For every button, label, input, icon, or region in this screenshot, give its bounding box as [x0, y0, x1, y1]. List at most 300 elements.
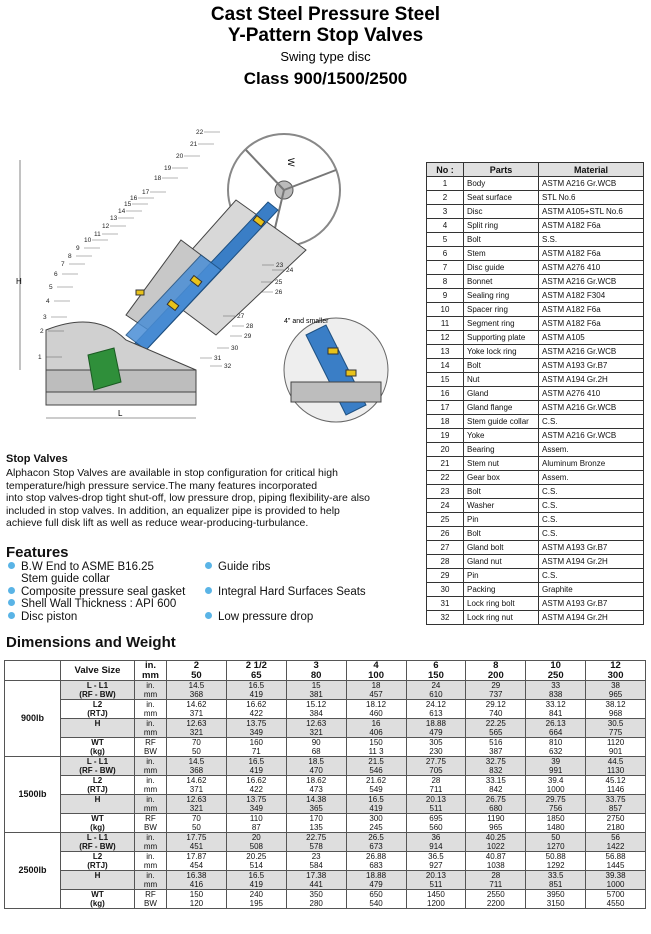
- dims-header-row: [5, 661, 646, 681]
- part-name: Gland: [464, 387, 539, 401]
- parts-row: [427, 401, 644, 415]
- dimension-value: 810 632: [526, 738, 586, 757]
- part-name: Stem guide collar: [464, 415, 539, 429]
- callout-number: 32: [224, 363, 232, 370]
- dimension-value: 26.88 683: [346, 852, 406, 871]
- dimension-value: 21.62 549: [346, 776, 406, 795]
- callout-number: 30: [231, 345, 239, 352]
- size-col: 8 200: [466, 661, 526, 681]
- callout-number: 14: [118, 208, 126, 215]
- part-name: Gland bolt: [464, 541, 539, 555]
- parts-row: [427, 177, 644, 191]
- dimension-value: 50.88 1292: [526, 852, 586, 871]
- part-material: Graphite: [539, 583, 644, 597]
- part-material: ASTM A105+STL No.6: [539, 205, 644, 219]
- parts-row: [427, 247, 644, 261]
- dimension-value: 27.75 705: [406, 757, 466, 776]
- callout-number: 20: [176, 153, 184, 160]
- dimension-parameter: L2 (RTJ): [61, 852, 135, 871]
- dimension-value: 12.63 321: [167, 719, 227, 738]
- dimension-value: 18.88 479: [406, 719, 466, 738]
- valve-size-label: Valve Size: [61, 661, 135, 681]
- dimension-value: 16.5 419: [346, 795, 406, 814]
- dims-row: [5, 795, 646, 814]
- callout-number: 3: [43, 314, 47, 321]
- size-col: 2 1/2 65: [226, 661, 286, 681]
- dimension-value: 90 68: [286, 738, 346, 757]
- part-name: Body: [464, 177, 539, 191]
- part-material: ASTM A276 410: [539, 261, 644, 275]
- callout-number: 24: [286, 267, 294, 274]
- part-name: Sealing ring: [464, 289, 539, 303]
- dimension-value: 12.63 321: [286, 719, 346, 738]
- callout-number: 6: [54, 271, 58, 278]
- title-line-2: Y-Pattern Stop Valves: [227, 25, 424, 46]
- parts-row: [427, 345, 644, 359]
- part-name: Lock ring nut: [464, 611, 539, 625]
- part-number: 20: [427, 443, 464, 457]
- dim-h-label: H: [16, 277, 22, 286]
- bullet-icon: [205, 587, 212, 594]
- dimension-value: 16.5 419: [226, 757, 286, 776]
- dimension-value: 29.75 756: [526, 795, 586, 814]
- pressure-class-label: 1500lb: [5, 757, 61, 833]
- part-number: 12: [427, 331, 464, 345]
- dimension-value: 26.13 664: [526, 719, 586, 738]
- dimension-value: 1450 1200: [406, 890, 466, 909]
- part-number: 5: [427, 233, 464, 247]
- dimension-value: 2550 2200: [466, 890, 526, 909]
- dims-row: [5, 738, 646, 757]
- part-number: 26: [427, 527, 464, 541]
- callout-number: 2: [40, 328, 44, 335]
- part-material: ASTM A276 410: [539, 387, 644, 401]
- part-name: Nut: [464, 373, 539, 387]
- dimension-parameter: WT (kg): [61, 814, 135, 833]
- title-line-1: Cast Steel Pressure Steel: [210, 4, 441, 25]
- dimension-value: 24.12 613: [406, 700, 466, 719]
- dimension-value: 14.5 368: [167, 757, 227, 776]
- part-material: ASTM A216 Gr.WCB: [539, 345, 644, 359]
- part-material: ASTM A193 Gr.B7: [539, 597, 644, 611]
- part-name: Spacer ring: [464, 303, 539, 317]
- part-material: ASTM A193 Gr.B7: [539, 541, 644, 555]
- parts-row: [427, 359, 644, 373]
- feature-item: Shell Wall Thickness : API 600: [8, 598, 176, 611]
- dimension-value: 110 87: [226, 814, 286, 833]
- parts-row: [427, 611, 644, 625]
- desc-line: temperature/high pressure service.The many features incorporated: [6, 479, 318, 492]
- part-material: ASTM A182 F6a: [539, 219, 644, 233]
- part-material: STL No.6: [539, 191, 644, 205]
- stop-valves-description: [6, 467, 391, 530]
- feature-item: Composite pressure seal gasket: [8, 586, 185, 599]
- dimension-unit: in. mm: [135, 719, 167, 738]
- part-number: 13: [427, 345, 464, 359]
- part-number: 17: [427, 401, 464, 415]
- dimension-parameter: L2 (RTJ): [61, 776, 135, 795]
- feature-item-continued: Stem guide collar: [21, 573, 110, 585]
- dimension-value: 18.5 470: [286, 757, 346, 776]
- part-number: 6: [427, 247, 464, 261]
- dims-row: [5, 890, 646, 909]
- part-name: Lock ring bolt: [464, 597, 539, 611]
- dims-row: [5, 833, 646, 852]
- dimension-value: 15 381: [286, 681, 346, 700]
- dimension-value: 1190 965: [466, 814, 526, 833]
- part-number: 25: [427, 513, 464, 527]
- dimension-value: 33 838: [526, 681, 586, 700]
- dimension-unit: in. mm: [135, 871, 167, 890]
- dimension-value: 38 965: [586, 681, 646, 700]
- dimension-value: 33.12 841: [526, 700, 586, 719]
- dimension-unit: in. mm: [135, 681, 167, 700]
- part-number: 9: [427, 289, 464, 303]
- dimension-value: 13.75 349: [226, 719, 286, 738]
- part-material: Aluminum Bronze: [539, 457, 644, 471]
- parts-row: [427, 429, 644, 443]
- parts-row: [427, 373, 644, 387]
- callout-number: 12: [102, 223, 110, 230]
- dimension-unit: in. mm: [135, 700, 167, 719]
- dimensions-heading: Dimensions and Weight: [6, 634, 176, 651]
- part-name: Bolt: [464, 233, 539, 247]
- parts-row: [427, 205, 644, 219]
- parts-row: [427, 541, 644, 555]
- dimension-value: 28 711: [406, 776, 466, 795]
- parts-row: [427, 583, 644, 597]
- part-material: ASTM A105: [539, 331, 644, 345]
- part-number: 19: [427, 429, 464, 443]
- part-material: ASTM A216 Gr.WCB: [539, 275, 644, 289]
- dimension-value: 16.62 422: [226, 776, 286, 795]
- dimension-value: 29.12 740: [466, 700, 526, 719]
- parts-row: [427, 289, 644, 303]
- dimension-value: 28 711: [466, 871, 526, 890]
- dimension-value: 300 245: [346, 814, 406, 833]
- dimension-value: 350 280: [286, 890, 346, 909]
- dimension-value: 16.38 416: [167, 871, 227, 890]
- part-number: 32: [427, 611, 464, 625]
- callout-number: 31: [214, 355, 222, 362]
- part-material: C.S.: [539, 485, 644, 499]
- dims-corner-cell: [5, 661, 61, 681]
- dim-l-label: L: [118, 409, 123, 418]
- dimension-value: 5700 4550: [586, 890, 646, 909]
- part-name: Bolt: [464, 359, 539, 373]
- part-material: ASTM A182 F6a: [539, 317, 644, 331]
- dimension-value: 39.38 1000: [586, 871, 646, 890]
- parts-row: [427, 513, 644, 527]
- dimensions-table: [4, 660, 646, 909]
- dimension-value: 2750 2180: [586, 814, 646, 833]
- dims-row: [5, 852, 646, 871]
- part-number: 21: [427, 457, 464, 471]
- callout-number: 16: [130, 195, 138, 202]
- dims-row: [5, 700, 646, 719]
- dimension-unit: in. mm: [135, 795, 167, 814]
- part-material: C.S.: [539, 499, 644, 513]
- part-material: ASTM A216 Gr.WCB: [539, 429, 644, 443]
- part-number: 4: [427, 219, 464, 233]
- parts-row: [427, 415, 644, 429]
- dimension-unit: RF BW: [135, 814, 167, 833]
- dimension-parameter: L - L1 (RF - BW): [61, 833, 135, 852]
- part-material: ASTM A182 F6a: [539, 247, 644, 261]
- part-material: Assem.: [539, 443, 644, 457]
- dimension-parameter: L - L1 (RF - BW): [61, 757, 135, 776]
- pressure-class-label: 900lb: [5, 681, 61, 757]
- callout-number: 13: [110, 215, 118, 222]
- parts-row: [427, 233, 644, 247]
- dimension-value: 17.38 441: [286, 871, 346, 890]
- bullet-icon: [205, 562, 212, 569]
- part-number: 8: [427, 275, 464, 289]
- dimension-value: 695 560: [406, 814, 466, 833]
- dimension-value: 16 406: [346, 719, 406, 738]
- dimension-value: 40.25 1022: [466, 833, 526, 852]
- dimension-value: 17.75 451: [167, 833, 227, 852]
- dimension-value: 18.88 479: [346, 871, 406, 890]
- callout-number: 7: [61, 261, 65, 268]
- parts-row: [427, 555, 644, 569]
- dimension-value: 240 195: [226, 890, 286, 909]
- part-material: ASTM A194 Gr.2H: [539, 555, 644, 569]
- part-number: 3: [427, 205, 464, 219]
- desc-line: achieve full disk lift as well as reduce wear-producing-turbulance.: [6, 517, 309, 529]
- part-number: 18: [427, 415, 464, 429]
- dims-row: [5, 871, 646, 890]
- feature-item: B.W End to ASME B16.25: [8, 561, 154, 574]
- part-material: ASTM A182 F6a: [539, 303, 644, 317]
- size-units-cell: in. mm: [135, 661, 167, 681]
- part-material: C.S.: [539, 513, 644, 527]
- part-name: Bonnet: [464, 275, 539, 289]
- parts-row: [427, 457, 644, 471]
- size-col: 2 50: [167, 661, 227, 681]
- part-material: ASTM A216 Gr.WCB: [539, 401, 644, 415]
- callout-number: 19: [164, 165, 172, 172]
- dimension-value: 36.5 927: [406, 852, 466, 871]
- parts-col-parts: Parts: [464, 163, 539, 177]
- dimension-parameter: H: [61, 795, 135, 814]
- dimension-value: 14.38 365: [286, 795, 346, 814]
- subtitle: Swing type disc: [280, 49, 371, 64]
- part-number: 16: [427, 387, 464, 401]
- part-name: Gear box: [464, 471, 539, 485]
- dimension-unit: RF BW: [135, 890, 167, 909]
- inset-label: 4" and smaller: [284, 318, 329, 325]
- parts-row: [427, 261, 644, 275]
- feature-item: Low pressure drop: [205, 611, 313, 624]
- part-number: 2: [427, 191, 464, 205]
- dimension-value: 33.5 851: [526, 871, 586, 890]
- dimension-value: 20.25 514: [226, 852, 286, 871]
- parts-row: [427, 443, 644, 457]
- dimension-value: 70 50: [167, 738, 227, 757]
- dimension-value: 16.62 422: [226, 700, 286, 719]
- dimension-value: 56 1422: [586, 833, 646, 852]
- parts-row: [427, 275, 644, 289]
- part-number: 14: [427, 359, 464, 373]
- part-number: 7: [427, 261, 464, 275]
- dimension-value: 650 540: [346, 890, 406, 909]
- dimension-unit: in. mm: [135, 757, 167, 776]
- parts-row: [427, 331, 644, 345]
- bullet-icon: [8, 562, 15, 569]
- part-material: C.S.: [539, 415, 644, 429]
- part-number: 10: [427, 303, 464, 317]
- callout-number: 25: [275, 279, 283, 286]
- part-number: 28: [427, 555, 464, 569]
- part-material: Assem.: [539, 471, 644, 485]
- dimension-parameter: WT (kg): [61, 890, 135, 909]
- dimension-parameter: WT (kg): [61, 738, 135, 757]
- dimension-value: 45.12 1146: [586, 776, 646, 795]
- part-material: ASTM A194 Gr.2H: [539, 611, 644, 625]
- pressure-class-label: 2500lb: [5, 833, 61, 909]
- parts-col-no: No :: [427, 163, 464, 177]
- inset-detail: [284, 318, 388, 422]
- callout-number: 21: [190, 141, 198, 148]
- callout-number: 4: [46, 298, 50, 305]
- dimension-value: 30.5 775: [586, 719, 646, 738]
- part-name: Pin: [464, 513, 539, 527]
- dimension-value: 17.87 454: [167, 852, 227, 871]
- dimension-value: 21.5 546: [346, 757, 406, 776]
- parts-table: [426, 162, 644, 625]
- part-material: C.S.: [539, 527, 644, 541]
- parts-row: [427, 471, 644, 485]
- callout-number: 29: [244, 333, 252, 340]
- feature-item: Integral Hard Surfaces Seats: [205, 586, 366, 599]
- dimension-value: 24 610: [406, 681, 466, 700]
- dimension-value: 39 991: [526, 757, 586, 776]
- callout-number: 15: [124, 201, 132, 208]
- part-name: Stem: [464, 247, 539, 261]
- dims-row: [5, 776, 646, 795]
- dimension-unit: in. mm: [135, 852, 167, 871]
- features-heading: Features: [6, 544, 69, 561]
- part-material: S.S.: [539, 233, 644, 247]
- parts-row: [427, 387, 644, 401]
- parts-row: [427, 485, 644, 499]
- part-name: Disc: [464, 205, 539, 219]
- callout-number: 1: [38, 354, 42, 361]
- desc-line: Alphacon Stop Valves are available in stop configuration for critical high: [6, 467, 338, 479]
- callout-number: 22: [196, 129, 204, 136]
- dimension-value: 40.87 1038: [466, 852, 526, 871]
- dimension-value: 22.25 565: [466, 719, 526, 738]
- part-name: Bearing: [464, 443, 539, 457]
- part-name: Packing: [464, 583, 539, 597]
- valve-cross-section-drawing: [6, 120, 398, 430]
- part-name: Gland nut: [464, 555, 539, 569]
- part-name: Washer: [464, 499, 539, 513]
- dimension-value: 23 584: [286, 852, 346, 871]
- bullet-icon: [205, 612, 212, 619]
- dimension-value: 160 71: [226, 738, 286, 757]
- dimension-parameter: H: [61, 719, 135, 738]
- dimension-value: 20.13 511: [406, 871, 466, 890]
- dimension-value: 16.5 419: [226, 681, 286, 700]
- dimension-value: 18.62 473: [286, 776, 346, 795]
- callout-number: 23: [276, 262, 284, 269]
- dimension-value: 14.62 371: [167, 776, 227, 795]
- size-col: 12 300: [586, 661, 646, 681]
- dimension-value: 15.12 384: [286, 700, 346, 719]
- part-name: Seat surface: [464, 191, 539, 205]
- part-number: 23: [427, 485, 464, 499]
- dimension-value: 150 11 3: [346, 738, 406, 757]
- dimension-unit: RF BW: [135, 738, 167, 757]
- size-col: 3 80: [286, 661, 346, 681]
- part-material: ASTM A193 Gr.B7: [539, 359, 644, 373]
- dimension-value: 1850 1480: [526, 814, 586, 833]
- part-name: Supporting plate: [464, 331, 539, 345]
- feature-item: Disc piston: [8, 611, 77, 624]
- parts-row: [427, 317, 644, 331]
- part-material: ASTM A194 Gr.2H: [539, 373, 644, 387]
- bullet-icon: [8, 587, 15, 594]
- dimension-parameter: L2 (RTJ): [61, 700, 135, 719]
- dimension-unit: in. mm: [135, 776, 167, 795]
- part-number: 22: [427, 471, 464, 485]
- parts-row: [427, 527, 644, 541]
- desc-line: into stop valves-drop tight shut-off, low pressure drop, piping flexibility-are also: [6, 492, 370, 504]
- part-number: 29: [427, 569, 464, 583]
- dims-row: [5, 757, 646, 776]
- part-number: 31: [427, 597, 464, 611]
- dimension-value: 38.12 968: [586, 700, 646, 719]
- part-name: Segment ring: [464, 317, 539, 331]
- desc-line: included in stop valves. In addition, an equalizer pipe is provided to help: [6, 504, 340, 517]
- dimension-value: 1120 901: [586, 738, 646, 757]
- dims-row: [5, 719, 646, 738]
- dimension-value: 18.12 460: [346, 700, 406, 719]
- part-number: 11: [427, 317, 464, 331]
- dimension-value: 16.5 419: [226, 871, 286, 890]
- dimension-value: 70 50: [167, 814, 227, 833]
- part-number: 27: [427, 541, 464, 555]
- dimension-value: 18 457: [346, 681, 406, 700]
- dimension-value: 39.4 1000: [526, 776, 586, 795]
- dims-row: [5, 814, 646, 833]
- dimension-parameter: L - L1 (RF - BW): [61, 681, 135, 700]
- part-name: Bolt: [464, 527, 539, 541]
- dimension-value: 33.75 857: [586, 795, 646, 814]
- callout-number: 26: [275, 289, 283, 296]
- part-number: 15: [427, 373, 464, 387]
- dims-row: [5, 681, 646, 700]
- dimension-value: 14.5 368: [167, 681, 227, 700]
- dimension-value: 26.5 673: [346, 833, 406, 852]
- parts-col-material: Material: [539, 163, 644, 177]
- class-line: Class 900/1500/2500: [243, 69, 408, 88]
- callout-number: 8: [68, 253, 72, 260]
- parts-row: [427, 191, 644, 205]
- part-name: Bolt: [464, 485, 539, 499]
- callout-number: 11: [94, 231, 101, 238]
- part-number: 24: [427, 499, 464, 513]
- dimension-value: 150 120: [167, 890, 227, 909]
- dimension-value: 12.63 321: [167, 795, 227, 814]
- part-name: Stem nut: [464, 457, 539, 471]
- part-name: Gland flange: [464, 401, 539, 415]
- dimension-value: 22.75 578: [286, 833, 346, 852]
- dimension-value: 3950 3150: [526, 890, 586, 909]
- part-material: ASTM A182 F304: [539, 289, 644, 303]
